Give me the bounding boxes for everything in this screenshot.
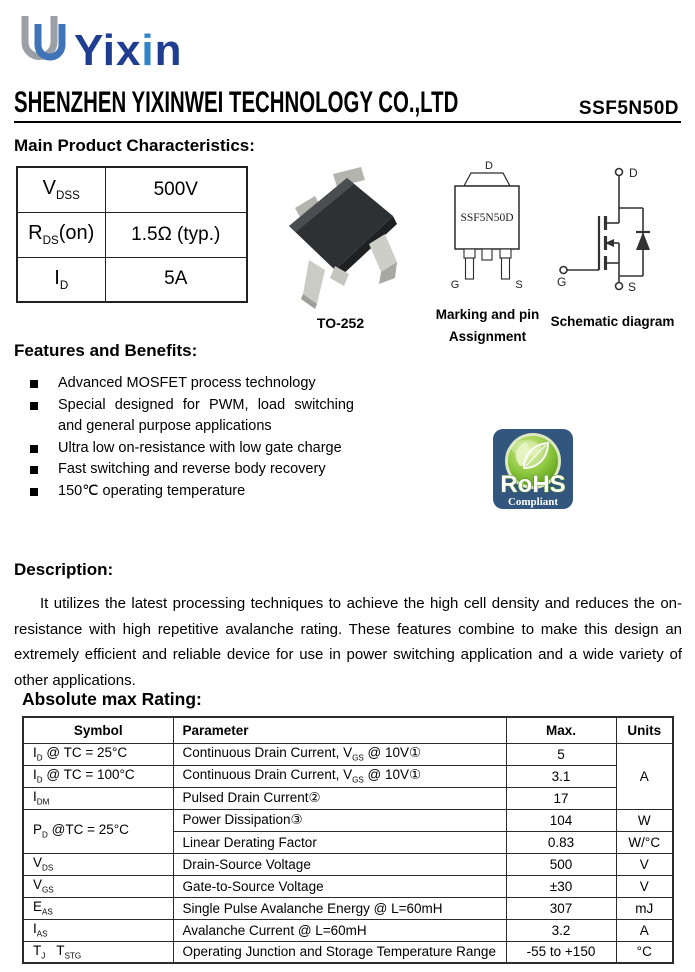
symbol-cell: $V_{GS}$ — [23, 875, 173, 897]
rohs-title: RoHS — [500, 471, 566, 498]
company-logo — [16, 10, 183, 76]
pin-label-gate: G — [450, 279, 460, 291]
table-row — [23, 765, 673, 787]
units-cell: °C — [616, 941, 673, 963]
table-row — [17, 212, 247, 257]
table-row — [17, 167, 247, 212]
marking-diagram — [440, 158, 535, 296]
max-cell: 104 — [506, 809, 616, 831]
marking-text: SSF5N50D — [460, 212, 514, 224]
logo-wordmark — [74, 26, 183, 76]
bullet-square-icon — [30, 466, 38, 474]
logo-letter-light: i — [141, 26, 155, 76]
schematic-diagram — [553, 160, 673, 300]
schematic-label-gate: G — [557, 275, 567, 289]
column-header: Symbol — [23, 717, 173, 743]
parameter-cell: Continuous Drain Current, $V_{GS}$ @ 10V① — [173, 743, 506, 765]
schematic-label-source: S — [628, 280, 637, 294]
parameter-cell: Continuous Drain Current, $V_{GS}$ @ 10V① — [173, 765, 506, 787]
symbol-cell: $I_{AS}$ — [23, 919, 173, 941]
parameter-cell: Linear Derating Factor — [173, 831, 506, 853]
column-header: Max. — [506, 717, 616, 743]
units-cell: mJ — [616, 897, 673, 919]
units-cell: V — [616, 853, 673, 875]
package-caption: TO-252 — [316, 315, 365, 331]
parameter-cell: Power Dissipation③ — [173, 809, 506, 831]
description-title: Description: — [14, 560, 114, 579]
logo-u-icon — [16, 10, 70, 72]
max-cell: 500 — [506, 853, 616, 875]
table-row — [23, 919, 673, 941]
value-cell: 500V — [105, 167, 247, 212]
max-cell: 0.83 — [506, 831, 616, 853]
parameter-cell: Operating Junction and Storage Temperature Range — [173, 941, 506, 963]
symbol-cell: $I_D$ @ TC = 25°C — [23, 743, 173, 765]
characteristics-table — [16, 166, 248, 303]
rohs-subtitle: Compliant — [507, 496, 559, 508]
table-row — [23, 743, 673, 765]
pin-label-source: S — [515, 279, 523, 291]
value-cell: 1.5Ω (typ.) — [105, 212, 247, 257]
rohs-badge — [492, 428, 574, 510]
symbol-cell: $V_{DS}$ — [23, 853, 173, 875]
feature-item: Ultra low on-resistance with low gate charge — [30, 438, 354, 460]
units-cell: W — [616, 809, 673, 831]
features-title: Features and Benefits: — [14, 341, 198, 360]
column-header: Parameter — [173, 717, 506, 743]
table-row — [23, 897, 673, 919]
logo-letter-dark: n — [154, 26, 183, 76]
part-number: SSF5N50D — [578, 98, 679, 119]
symbol-cell: $E_{AS}$ — [23, 897, 173, 919]
table-row — [23, 787, 673, 809]
table-row — [17, 257, 247, 302]
table-row — [23, 875, 673, 897]
schematic-caption: Schematic diagram — [550, 314, 675, 329]
units-cell: A — [616, 919, 673, 941]
abs-max-table — [22, 716, 674, 964]
feature-item: 150℃ operating temperature — [30, 481, 354, 503]
logo-letters-dark: Yix — [74, 26, 142, 76]
symbol-cell: $I_D$ @ TC = 100°C — [23, 765, 173, 787]
feature-item: Advanced MOSFET process technology — [30, 373, 354, 395]
company-name: SHENZHEN YIXINWEI TECHNOLOGY CO.,LTD — [14, 86, 459, 119]
marking-caption: Marking and pin Assignment — [435, 307, 540, 344]
symbol-cell: $V_{DSS}$ — [17, 167, 105, 212]
package-photo — [283, 162, 398, 310]
units-cell: A — [616, 743, 673, 809]
bullet-square-icon — [30, 402, 38, 410]
value-cell: 5A — [105, 257, 247, 302]
max-cell: -55 to +150 — [506, 941, 616, 963]
bullet-square-icon — [30, 445, 38, 453]
symbol-cell: $P_D$ @TC = 25°C — [23, 809, 173, 853]
table-row — [23, 853, 673, 875]
parameter-cell: Avalanche Current @ L=60mH — [173, 919, 506, 941]
parameter-cell: Drain-Source Voltage — [173, 853, 506, 875]
bullet-square-icon — [30, 380, 38, 388]
bullet-square-icon — [30, 488, 38, 496]
abs-max-title: Absolute max Rating: — [22, 689, 202, 709]
column-header: Units — [616, 717, 673, 743]
parameter-cell: Gate-to-Source Voltage — [173, 875, 506, 897]
feature-item: Special designed for PWM, load switching and general purpose applications — [30, 395, 354, 438]
features-list — [30, 373, 354, 502]
pin-label-drain: D — [485, 160, 493, 172]
symbol-cell: $T_J$ $T_{STG}$ — [23, 941, 173, 963]
max-cell: 307 — [506, 897, 616, 919]
max-cell: 17 — [506, 787, 616, 809]
symbol-cell: $I_{DM}$ — [23, 787, 173, 809]
parameter-cell: Single Pulse Avalanche Energy @ L=60mH — [173, 897, 506, 919]
max-cell: 3.2 — [506, 919, 616, 941]
max-cell: 3.1 — [506, 765, 616, 787]
characteristics-title: Main Product Characteristics: — [14, 136, 255, 155]
schematic-label-drain: D — [629, 166, 638, 180]
description-paragraph: It utilizes the latest processing techniques to achieve the high cell density and reduces the on-resistance with high repetitive avalanche rating. These features combine to make this design an extremely efficient and reliable device for use in power switching application and a wide variety of other applications. — [14, 595, 682, 689]
max-cell: 5 — [506, 743, 616, 765]
header-divider — [14, 121, 681, 123]
max-cell: ±30 — [506, 875, 616, 897]
units-cell: W/°C — [616, 831, 673, 853]
symbol-cell: $R_{DS}(on)$ — [17, 212, 105, 257]
table-row — [23, 941, 673, 963]
feature-item: Fast switching and reverse body recovery — [30, 459, 354, 481]
table-header-row — [23, 717, 673, 743]
units-cell: V — [616, 875, 673, 897]
table-row — [23, 809, 673, 831]
parameter-cell: Pulsed Drain Current② — [173, 787, 506, 809]
symbol-cell: $I_D$ — [17, 257, 105, 302]
